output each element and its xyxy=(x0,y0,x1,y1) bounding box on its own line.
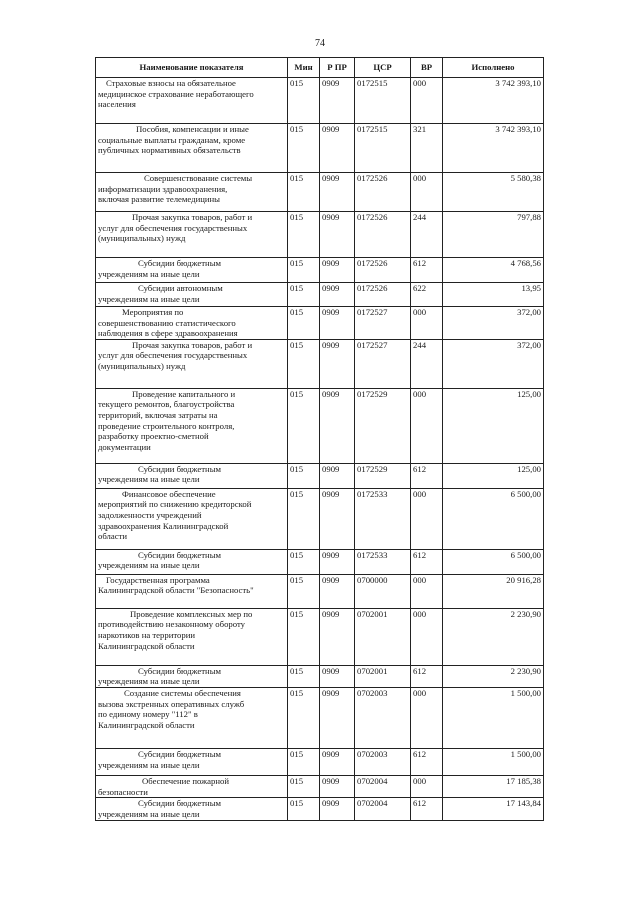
row-csr: 0172529 xyxy=(355,463,411,488)
row-vr: 000 xyxy=(411,574,443,608)
row-min: 015 xyxy=(288,173,320,212)
row-amount: 13,95 xyxy=(443,283,544,307)
row-name-line: учреждениям на иные цели xyxy=(98,759,200,770)
row-vr: 612 xyxy=(411,665,443,687)
row-name-line: Мероприятия по xyxy=(122,307,184,317)
row-name-line: информатизации здравоохранения, xyxy=(98,183,228,194)
row-vr: 000 xyxy=(411,775,443,797)
row-name-line: Субсидии бюджетным xyxy=(138,748,222,759)
row-amount: 6 500,00 xyxy=(443,549,544,574)
row-csr: 0172515 xyxy=(355,124,411,173)
row-name xyxy=(96,798,288,821)
row-csr: 0702004 xyxy=(355,775,411,797)
table-row xyxy=(96,574,544,608)
table-row xyxy=(96,488,544,549)
row-vr: 000 xyxy=(411,687,443,748)
row-rpr: 0909 xyxy=(320,549,355,574)
row-csr: 0172526 xyxy=(355,173,411,212)
row-amount: 2 230,90 xyxy=(443,665,544,687)
row-name-line: Проведение комплексных мер по xyxy=(130,608,253,619)
table-row xyxy=(96,212,544,258)
row-rpr: 0909 xyxy=(320,748,355,775)
row-rpr: 0909 xyxy=(320,173,355,212)
row-amount: 125,00 xyxy=(443,463,544,488)
row-name-line: вызова экстренных оперативных служб xyxy=(98,698,245,709)
header-rpr: Р ПР xyxy=(320,58,355,78)
row-min: 015 xyxy=(288,339,320,388)
row-csr: 0702004 xyxy=(355,798,411,821)
row-name-line: Финансовое обеспечение xyxy=(122,488,216,499)
row-name-line: Прочая закупка товаров, работ и xyxy=(132,212,253,222)
row-rpr: 0909 xyxy=(320,307,355,340)
table-body xyxy=(96,78,544,821)
row-csr: 0172533 xyxy=(355,488,411,549)
table-row xyxy=(96,283,544,307)
row-csr: 0172527 xyxy=(355,307,411,340)
page-number: 74 xyxy=(315,38,325,49)
row-name xyxy=(96,388,288,463)
row-name-line: включая развитие телемедицины xyxy=(98,194,221,205)
row-name-line: текущего ремонтов, благоустройства xyxy=(98,399,235,410)
row-amount: 17 143,84 xyxy=(443,798,544,821)
table-row xyxy=(96,258,544,283)
row-name xyxy=(96,463,288,488)
row-name-line: учреждениям на иные цели xyxy=(98,676,200,687)
table-row xyxy=(96,463,544,488)
row-name xyxy=(96,307,288,340)
row-name-line: проведение строительного контроля, xyxy=(98,420,235,431)
row-csr: 0172529 xyxy=(355,388,411,463)
row-vr: 612 xyxy=(411,258,443,283)
row-name-line: Субсидии бюджетным xyxy=(138,463,222,474)
row-name-line: документации xyxy=(98,441,151,452)
row-min: 015 xyxy=(288,212,320,258)
table-row xyxy=(96,748,544,775)
table-row xyxy=(96,307,544,340)
row-vr: 244 xyxy=(411,339,443,388)
row-rpr: 0909 xyxy=(320,339,355,388)
row-min: 015 xyxy=(288,608,320,665)
row-min: 015 xyxy=(288,549,320,574)
row-vr: 612 xyxy=(411,463,443,488)
row-name-line: социальные выплаты гражданам, кроме xyxy=(98,134,246,145)
row-min: 015 xyxy=(288,388,320,463)
row-name-line: Прочая закупка товаров, работ и xyxy=(132,339,253,350)
row-name-line: наркотиков на территории xyxy=(98,629,196,640)
row-name-line: наблюдения в сфере здравоохранения xyxy=(98,328,238,339)
table-row xyxy=(96,798,544,821)
row-csr: 0172526 xyxy=(355,212,411,258)
row-min: 015 xyxy=(288,258,320,283)
row-name-line: учреждениям на иные цели xyxy=(98,474,200,485)
row-min: 015 xyxy=(288,78,320,124)
row-name-line: Калининградской области xyxy=(98,640,195,651)
row-csr: 0172526 xyxy=(355,283,411,307)
row-name xyxy=(96,608,288,665)
budget-table xyxy=(95,57,544,821)
header-row xyxy=(96,58,544,78)
row-name-line: населения xyxy=(98,99,136,110)
header-vr: ВР xyxy=(411,58,443,78)
row-csr: 0172526 xyxy=(355,258,411,283)
row-vr: 612 xyxy=(411,798,443,821)
row-rpr: 0909 xyxy=(320,258,355,283)
row-rpr: 0909 xyxy=(320,124,355,173)
row-name-line: по единому номеру "112" в xyxy=(98,709,198,720)
row-csr: 0172533 xyxy=(355,549,411,574)
row-rpr: 0909 xyxy=(320,687,355,748)
row-rpr: 0909 xyxy=(320,283,355,307)
row-rpr: 0909 xyxy=(320,488,355,549)
row-min: 015 xyxy=(288,574,320,608)
row-min: 015 xyxy=(288,124,320,173)
row-name xyxy=(96,212,288,258)
row-name xyxy=(96,173,288,212)
row-name xyxy=(96,687,288,748)
table-row xyxy=(96,339,544,388)
row-min: 015 xyxy=(288,283,320,307)
row-amount: 3 742 393,10 xyxy=(443,78,544,124)
header-name: Наименование показателя xyxy=(96,58,288,78)
row-amount: 20 916,28 xyxy=(443,574,544,608)
row-vr: 622 xyxy=(411,283,443,307)
row-vr: 244 xyxy=(411,212,443,258)
row-rpr: 0909 xyxy=(320,608,355,665)
row-vr: 000 xyxy=(411,307,443,340)
table-row xyxy=(96,608,544,665)
row-rpr: 0909 xyxy=(320,798,355,821)
row-name-line: Калининградской области "Безопасность" xyxy=(98,585,254,596)
row-name-line: (муниципальных) нужд xyxy=(98,233,186,244)
row-rpr: 0909 xyxy=(320,665,355,687)
header-amount: Исполнено xyxy=(443,58,544,78)
table-row xyxy=(96,687,544,748)
row-name-line: разработку проектно-сметной xyxy=(98,431,209,442)
row-min: 015 xyxy=(288,488,320,549)
row-name-line: Создание системы обеспечения xyxy=(124,687,241,698)
row-name-line: области xyxy=(98,531,128,542)
row-name xyxy=(96,488,288,549)
row-amount: 1 500,00 xyxy=(443,687,544,748)
row-min: 015 xyxy=(288,307,320,340)
row-name-line: учреждениям на иные цели xyxy=(98,268,200,279)
row-amount: 4 768,56 xyxy=(443,258,544,283)
row-name-line: Калининградской области xyxy=(98,719,195,730)
row-name-line: Субсидии бюджетным xyxy=(138,258,222,268)
row-name xyxy=(96,124,288,173)
table-row xyxy=(96,388,544,463)
row-name-line: Субсидии автономным xyxy=(138,283,223,293)
row-vr: 000 xyxy=(411,488,443,549)
table-row xyxy=(96,173,544,212)
row-amount: 797,88 xyxy=(443,212,544,258)
row-vr: 000 xyxy=(411,388,443,463)
row-name-line: Субсидии бюджетным xyxy=(138,665,222,676)
row-csr: 0702001 xyxy=(355,608,411,665)
row-min: 015 xyxy=(288,748,320,775)
row-rpr: 0909 xyxy=(320,574,355,608)
row-min: 015 xyxy=(288,463,320,488)
row-name xyxy=(96,258,288,283)
row-csr: 0702003 xyxy=(355,748,411,775)
header-min: Мин xyxy=(288,58,320,78)
row-name-line: (муниципальных) нужд xyxy=(98,360,186,371)
row-csr: 0172527 xyxy=(355,339,411,388)
row-vr: 000 xyxy=(411,608,443,665)
row-rpr: 0909 xyxy=(320,388,355,463)
row-min: 015 xyxy=(288,687,320,748)
row-name-line: безопасности xyxy=(98,786,148,797)
row-name-line: Государственная программа xyxy=(106,574,210,585)
table-row xyxy=(96,665,544,687)
row-name-line: Субсидии бюджетным xyxy=(138,549,222,560)
row-min: 015 xyxy=(288,665,320,687)
row-name-line: учреждениям на иные цели xyxy=(98,560,200,571)
row-rpr: 0909 xyxy=(320,78,355,124)
row-csr: 0702003 xyxy=(355,687,411,748)
row-name xyxy=(96,775,288,797)
row-name-line: услуг для обеспечения государственных xyxy=(98,222,248,233)
row-name-line: задолженности учреждений xyxy=(98,509,202,520)
row-name xyxy=(96,78,288,124)
row-name-line: совершенствованию статистического xyxy=(98,317,236,328)
row-vr: 000 xyxy=(411,78,443,124)
row-amount: 3 742 393,10 xyxy=(443,124,544,173)
row-name-line: учреждениям на иные цели xyxy=(98,293,200,304)
row-csr: 0172515 xyxy=(355,78,411,124)
table-row xyxy=(96,78,544,124)
row-name-line: Совершенствование системы xyxy=(144,173,253,183)
row-name xyxy=(96,339,288,388)
row-name-line: услуг для обеспечения государственных xyxy=(98,350,248,361)
header-csr: ЦСР xyxy=(355,58,411,78)
row-rpr: 0909 xyxy=(320,463,355,488)
row-amount: 1 500,00 xyxy=(443,748,544,775)
row-name-line: Проведение капитального и xyxy=(132,388,236,399)
table-row xyxy=(96,549,544,574)
row-name xyxy=(96,283,288,307)
row-name-line: противодействию незаконному обороту xyxy=(98,619,246,630)
row-name xyxy=(96,574,288,608)
row-rpr: 0909 xyxy=(320,212,355,258)
row-name-line: Пособия, компенсации и иные xyxy=(136,124,249,134)
row-name-line: здравоохранения Калининградской xyxy=(98,520,229,531)
row-min: 015 xyxy=(288,798,320,821)
table-row xyxy=(96,124,544,173)
row-name-line: медицинское страхование неработающего xyxy=(98,88,254,99)
row-name-line: Обеспечение пожарной xyxy=(142,775,229,786)
row-vr: 612 xyxy=(411,549,443,574)
row-rpr: 0909 xyxy=(320,775,355,797)
table-header xyxy=(96,58,544,78)
row-vr: 321 xyxy=(411,124,443,173)
row-vr: 000 xyxy=(411,173,443,212)
row-name xyxy=(96,748,288,775)
row-amount: 372,00 xyxy=(443,339,544,388)
row-amount: 2 230,90 xyxy=(443,608,544,665)
row-amount: 17 185,38 xyxy=(443,775,544,797)
row-amount: 6 500,00 xyxy=(443,488,544,549)
row-name-line: территорий, включая затраты на xyxy=(98,409,218,420)
row-csr: 0702001 xyxy=(355,665,411,687)
table-row xyxy=(96,775,544,797)
row-name-line: учреждениям на иные цели xyxy=(98,808,200,819)
row-amount: 372,00 xyxy=(443,307,544,340)
row-vr: 612 xyxy=(411,748,443,775)
row-name xyxy=(96,549,288,574)
row-min: 015 xyxy=(288,775,320,797)
row-name-line: Субсидии бюджетным xyxy=(138,798,222,809)
row-name-line: публичных нормативных обязательств xyxy=(98,145,241,156)
row-amount: 125,00 xyxy=(443,388,544,463)
row-name-line: мероприятий по снижению кредиторской xyxy=(98,499,252,510)
row-csr: 0700000 xyxy=(355,574,411,608)
row-name xyxy=(96,665,288,687)
row-amount: 5 580,38 xyxy=(443,173,544,212)
row-name-line: Страховые взносы на обязательное xyxy=(106,78,236,88)
